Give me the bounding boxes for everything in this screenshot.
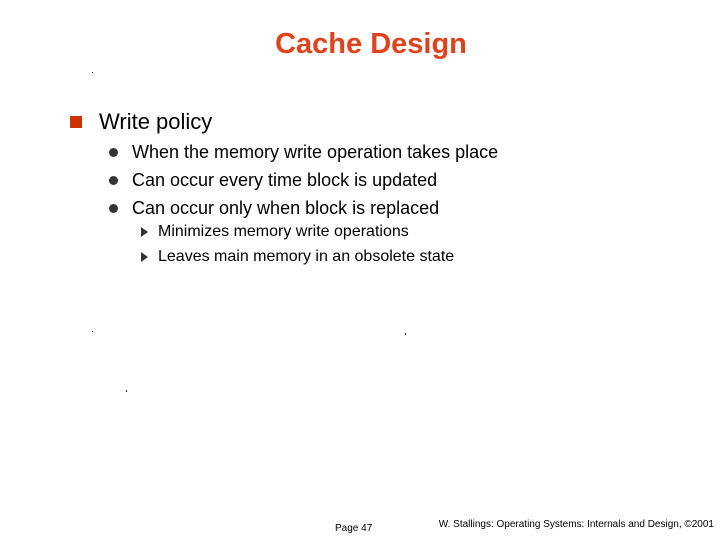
sub-sub-bullet-text: Leaves main memory in an obsolete state bbox=[158, 248, 455, 265]
triangle-bullet-icon bbox=[141, 252, 148, 262]
sub-bullet-list bbox=[109, 138, 498, 222]
stray-mark bbox=[126, 390, 127, 392]
sub-bullet-text: Can occur only when block is replaced bbox=[132, 198, 440, 218]
page-number: Page 47 bbox=[335, 523, 373, 534]
square-bullet-icon bbox=[70, 116, 82, 128]
sub-bullet bbox=[109, 166, 498, 194]
stray-mark bbox=[92, 331, 93, 332]
sub-bullet bbox=[109, 138, 498, 166]
round-bullet-icon bbox=[109, 148, 118, 157]
sub-sub-bullet-text: Minimizes memory write operations bbox=[158, 223, 409, 240]
triangle-bullet-icon bbox=[141, 227, 148, 237]
slide-title: Cache Design bbox=[275, 28, 467, 60]
sub-bullet bbox=[109, 194, 498, 222]
stray-mark bbox=[92, 72, 93, 73]
bullet-write-policy bbox=[70, 108, 212, 136]
copyright-credit: W. Stallings: Operating Systems: Internals and Design, ©2001 bbox=[438, 519, 714, 530]
sub-sub-bullet-list bbox=[141, 219, 454, 269]
sub-sub-bullet bbox=[141, 219, 454, 244]
sub-sub-bullet bbox=[141, 244, 454, 269]
sub-bullet-text: When the memory write operation takes place bbox=[132, 142, 499, 162]
round-bullet-icon bbox=[109, 176, 118, 185]
round-bullet-icon bbox=[109, 204, 118, 213]
stray-mark bbox=[405, 333, 406, 335]
sub-bullet-text: Can occur every time block is updated bbox=[132, 170, 438, 190]
bullet-text: Write policy bbox=[99, 109, 213, 134]
